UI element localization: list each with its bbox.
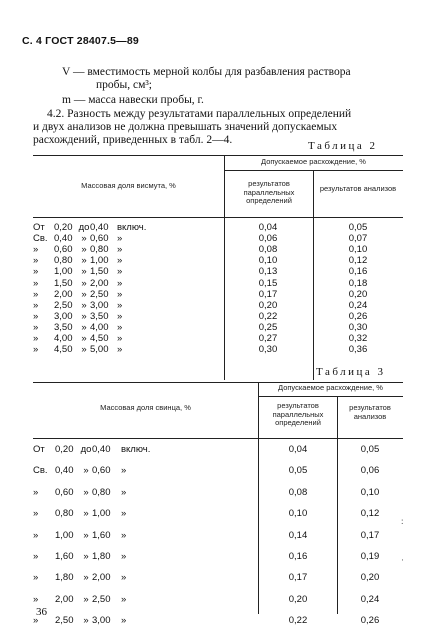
table-3-cell-e: включ. bbox=[121, 444, 151, 455]
table-3-cell-v2: 0,26 bbox=[360, 615, 380, 627]
table-3-cell-d: 0,60 bbox=[92, 465, 111, 477]
table-2-cell-b: 4,50 bbox=[54, 344, 73, 356]
table-3-cell-d: 3,00 bbox=[92, 615, 111, 627]
table-3-cell-c: » bbox=[83, 465, 89, 477]
table-2-top-rule bbox=[33, 155, 403, 156]
table-3-cell-v1: 0,22 bbox=[288, 615, 308, 627]
table-3-cell-v2: 0,20 bbox=[360, 572, 380, 584]
table-2-cell-e: » bbox=[117, 277, 123, 289]
table-3-cell-a: Св. bbox=[33, 465, 48, 477]
table-3-cell-v2: 0,17 bbox=[360, 529, 380, 541]
table-2-cell-v1: 0,13 bbox=[258, 266, 278, 278]
table-2-cell-v2: 0,24 bbox=[348, 299, 368, 311]
table-3-cell-a: » bbox=[33, 572, 39, 584]
table-2-cell-c: до bbox=[78, 222, 90, 233]
page-number: 36 bbox=[36, 606, 47, 618]
table-3-cell-c: » bbox=[83, 593, 89, 605]
table-3-cell-a: » bbox=[33, 615, 39, 627]
table-2-cell-b: 3,50 bbox=[54, 321, 73, 333]
table-3-cell-a: » bbox=[33, 508, 39, 520]
table-2-cell-d: 0,40 bbox=[90, 222, 109, 233]
table-2-cell-a: » bbox=[33, 266, 39, 278]
table-2-cell-v1: 0,04 bbox=[258, 222, 278, 233]
table-3-cell-c: » bbox=[83, 529, 89, 541]
table-3-cell-d: 0,40 bbox=[92, 444, 111, 455]
table-3-col-divider-2 bbox=[337, 396, 338, 614]
table-2-cell-b: 2,00 bbox=[54, 288, 73, 300]
table-3-cell-v1: 0,05 bbox=[288, 465, 308, 477]
table-3-cell-v2: 0,24 bbox=[360, 593, 380, 605]
table-3-cell-a: » bbox=[33, 593, 39, 605]
table-2-cell-e: » bbox=[117, 299, 123, 311]
table-3-cell-d: 1,60 bbox=[92, 529, 111, 541]
table-2-col3-header: результатов анализов bbox=[319, 184, 397, 193]
table-2-cell-v1: 0,30 bbox=[258, 344, 278, 356]
table-2-cell-b: 4,00 bbox=[54, 333, 73, 344]
table-2-cell-d: 1,50 bbox=[90, 266, 109, 278]
table-3-cell-a: » bbox=[33, 529, 39, 541]
table-2-cell-a: » bbox=[33, 310, 39, 322]
table-3-cell-e: » bbox=[121, 465, 127, 477]
table-3-col1-header: Массовая доля свинца, % bbox=[100, 403, 191, 412]
table-2-cell-c: » bbox=[81, 310, 87, 322]
table-3-cell-e: » bbox=[121, 572, 127, 584]
table-3-cell-v2: 0,10 bbox=[360, 486, 380, 498]
table-2-cell-e: » bbox=[117, 288, 123, 300]
table-2-cell-b: 2,50 bbox=[54, 299, 73, 311]
table-3-cell-v1: 0,20 bbox=[288, 593, 308, 605]
table-3-cell-e: » bbox=[121, 615, 127, 627]
table-2-group-header: Допускаемое расхождение, % bbox=[261, 157, 366, 166]
table-2-cell-v2: 0,10 bbox=[348, 244, 368, 256]
table-2-cell-c: » bbox=[81, 266, 87, 278]
margin-tick-mark: · bbox=[401, 555, 404, 565]
table-2-cell-e: » bbox=[117, 310, 123, 322]
table-2-cell-v1: 0,27 bbox=[258, 333, 278, 344]
table-2-cell-a: » bbox=[33, 344, 39, 356]
table-2-cell-e: » bbox=[117, 344, 123, 356]
table-2-cell-e: » bbox=[117, 266, 123, 278]
table-2-cell-a: » bbox=[33, 288, 39, 300]
table-2-cell-c: » bbox=[81, 233, 87, 245]
table-2-cell-v2: 0,12 bbox=[348, 255, 368, 267]
table-3-cell-d: 2,50 bbox=[92, 593, 111, 605]
table-2-cell-v2: 0,26 bbox=[348, 310, 368, 322]
table-3-cell-v2: 0,06 bbox=[360, 465, 380, 477]
table-3-cell-e: » bbox=[121, 551, 127, 562]
table-3-cell-b: 2,00 bbox=[55, 593, 74, 605]
table-2-cell-v2: 0,20 bbox=[348, 288, 368, 300]
table-3-cell-e: » bbox=[121, 529, 127, 541]
table-2-cell-a: От bbox=[33, 222, 45, 233]
table-2-cell-a: » bbox=[33, 321, 39, 333]
table-2-cell-v1: 0,08 bbox=[258, 244, 278, 256]
table-3-header-rule bbox=[33, 438, 403, 439]
table-3-cell-d: 0,80 bbox=[92, 486, 111, 498]
table-2-cell-v2: 0,30 bbox=[348, 321, 368, 333]
table-2-cell-v2: 0,32 bbox=[348, 333, 368, 344]
table-2-cell-d: 2,00 bbox=[90, 277, 109, 289]
table-3-group-header: Допускаемое расхождение, % bbox=[278, 383, 383, 392]
table-3-cell-d: 1,00 bbox=[92, 508, 111, 520]
table-2-cell-v2: 0,18 bbox=[348, 277, 368, 289]
table-2-cell-c: » bbox=[81, 277, 87, 289]
table-2-cell-v1: 0,22 bbox=[258, 310, 278, 322]
table-2-cell-d: 4,50 bbox=[90, 333, 109, 344]
para-line-1: V — вместимость мерной колбы для разбавления раствора bbox=[62, 66, 351, 78]
table-2-cell-d: 1,00 bbox=[90, 255, 109, 267]
table-2-cell-v1: 0,17 bbox=[258, 288, 278, 300]
table-3-cell-v1: 0,08 bbox=[288, 486, 308, 498]
para-line-6: расхождений, приведенных в табл. 2—4. bbox=[33, 134, 233, 146]
table-2-col2-header: результатов параллельных определений bbox=[243, 179, 295, 205]
table-2-cell-a: » bbox=[33, 255, 39, 267]
table-2-cell-e: » bbox=[117, 333, 123, 344]
para-line-5: и двух анализов не должна превышать значений допускаемых bbox=[33, 121, 338, 133]
table-2-cell-c: » bbox=[81, 321, 87, 333]
page-header: С. 4 ГОСТ 28407.5—89 bbox=[22, 35, 139, 47]
table-2-cell-b: 1,00 bbox=[54, 266, 73, 278]
table-2-cell-c: » bbox=[81, 244, 87, 256]
table-2-cell-a: » bbox=[33, 299, 39, 311]
table-3-col-divider-1 bbox=[258, 382, 259, 614]
table-2-cell-v1: 0,20 bbox=[258, 299, 278, 311]
table-2-cell-v1: 0,15 bbox=[258, 277, 278, 289]
table-3-cell-b: 1,60 bbox=[55, 551, 74, 562]
table-3-cell-a: От bbox=[33, 444, 45, 455]
table-3-cell-b: 0,20 bbox=[55, 444, 74, 455]
table-2-cell-d: 3,00 bbox=[90, 299, 109, 311]
table-2-cell-d: 2,50 bbox=[90, 288, 109, 300]
table-2-cell-v1: 0,25 bbox=[258, 321, 278, 333]
table-3-cell-v2: 0,19 bbox=[360, 551, 380, 562]
table-3-cell-c: » bbox=[83, 486, 89, 498]
table-2-cell-e: » bbox=[117, 244, 123, 256]
table-3-group-rule bbox=[258, 396, 403, 397]
table-2-cell-e: включ. bbox=[117, 222, 147, 233]
table-2-caption: Таблица 2 bbox=[308, 140, 378, 152]
table-2-cell-v2: 0,36 bbox=[348, 344, 368, 356]
table-2-cell-b: 3,00 bbox=[54, 310, 73, 322]
table-3-cell-b: 1,80 bbox=[55, 572, 74, 584]
table-3-cell-e: » bbox=[121, 593, 127, 605]
table-3-col3-header: результатов анализов bbox=[349, 403, 391, 421]
table-3-cell-v1: 0,14 bbox=[288, 529, 308, 541]
para-line-3: m — масса навески пробы, г. bbox=[62, 94, 204, 106]
table-2-cell-v2: 0,05 bbox=[348, 222, 368, 233]
table-3-cell-c: » bbox=[83, 572, 89, 584]
table-2-cell-e: » bbox=[117, 255, 123, 267]
table-2-cell-d: 3,50 bbox=[90, 310, 109, 322]
table-2-cell-a: » bbox=[33, 333, 39, 344]
table-3-col2-header: результатов параллельных определений bbox=[272, 401, 324, 427]
table-2-cell-b: 0,20 bbox=[54, 222, 73, 233]
table-2-cell-b: 0,40 bbox=[54, 233, 73, 245]
table-2-cell-c: » bbox=[81, 299, 87, 311]
table-3-cell-a: » bbox=[33, 486, 39, 498]
table-3-cell-c: до bbox=[80, 444, 92, 455]
table-2-col-divider-1 bbox=[224, 155, 225, 380]
table-3-cell-b: 1,00 bbox=[55, 529, 74, 541]
table-3-cell-b: 2,50 bbox=[55, 615, 74, 627]
table-2-cell-a: » bbox=[33, 244, 39, 256]
table-2-cell-c: » bbox=[81, 333, 87, 344]
margin-tick-mark: : bbox=[401, 516, 404, 526]
table-3-cell-v1: 0,16 bbox=[288, 551, 308, 562]
table-2-cell-a: » bbox=[33, 277, 39, 289]
table-3-cell-v1: 0,17 bbox=[288, 572, 308, 584]
table-3-cell-v1: 0,10 bbox=[288, 508, 308, 520]
table-2-cell-v1: 0,10 bbox=[258, 255, 278, 267]
table-2-col1-header: Массовая доля висмута, % bbox=[81, 181, 176, 190]
table-3-cell-v2: 0,05 bbox=[360, 444, 380, 455]
table-3-cell-b: 0,80 bbox=[55, 508, 74, 520]
table-3-cell-e: » bbox=[121, 486, 127, 498]
table-2-cell-c: » bbox=[81, 255, 87, 267]
table-2-cell-b: 0,80 bbox=[54, 255, 73, 267]
table-2-cell-d: 0,80 bbox=[90, 244, 109, 256]
table-3-cell-b: 0,40 bbox=[55, 465, 74, 477]
table-2-cell-e: » bbox=[117, 321, 123, 333]
para-line-2: пробы, см³; bbox=[96, 79, 153, 91]
table-2-cell-e: » bbox=[117, 233, 123, 245]
table-3-cell-e: » bbox=[121, 508, 127, 520]
table-2-cell-v2: 0,16 bbox=[348, 266, 368, 278]
table-3-cell-d: 2,00 bbox=[92, 572, 111, 584]
table-2-cell-d: 0,60 bbox=[90, 233, 109, 245]
table-3-cell-v1: 0,04 bbox=[288, 444, 308, 455]
table-2-cell-d: 5,00 bbox=[90, 344, 109, 356]
para-line-4: 4.2. Разность между результатами параллельных определений bbox=[47, 108, 352, 120]
table-3-cell-d: 1,80 bbox=[92, 551, 111, 562]
table-3-cell-a: » bbox=[33, 551, 39, 562]
table-2-cell-b: 1,50 bbox=[54, 277, 73, 289]
table-3-cell-v2: 0,12 bbox=[360, 508, 380, 520]
table-2-cell-v2: 0,07 bbox=[348, 233, 368, 245]
table-2-cell-c: » bbox=[81, 288, 87, 300]
table-2-header-rule bbox=[33, 217, 403, 218]
table-2-cell-d: 4,00 bbox=[90, 321, 109, 333]
table-3-cell-c: » bbox=[83, 551, 89, 562]
table-3-cell-b: 0,60 bbox=[55, 486, 74, 498]
table-2-cell-a: Св. bbox=[33, 233, 48, 245]
table-3-cell-c: » bbox=[83, 508, 89, 520]
table-3-cell-c: » bbox=[83, 615, 89, 627]
table-2-col-divider-2 bbox=[313, 170, 314, 380]
table-3-caption: Таблица 3 bbox=[316, 366, 386, 378]
table-2-cell-v1: 0,06 bbox=[258, 233, 278, 245]
table-2-cell-c: » bbox=[81, 344, 87, 356]
table-2-cell-b: 0,60 bbox=[54, 244, 73, 256]
